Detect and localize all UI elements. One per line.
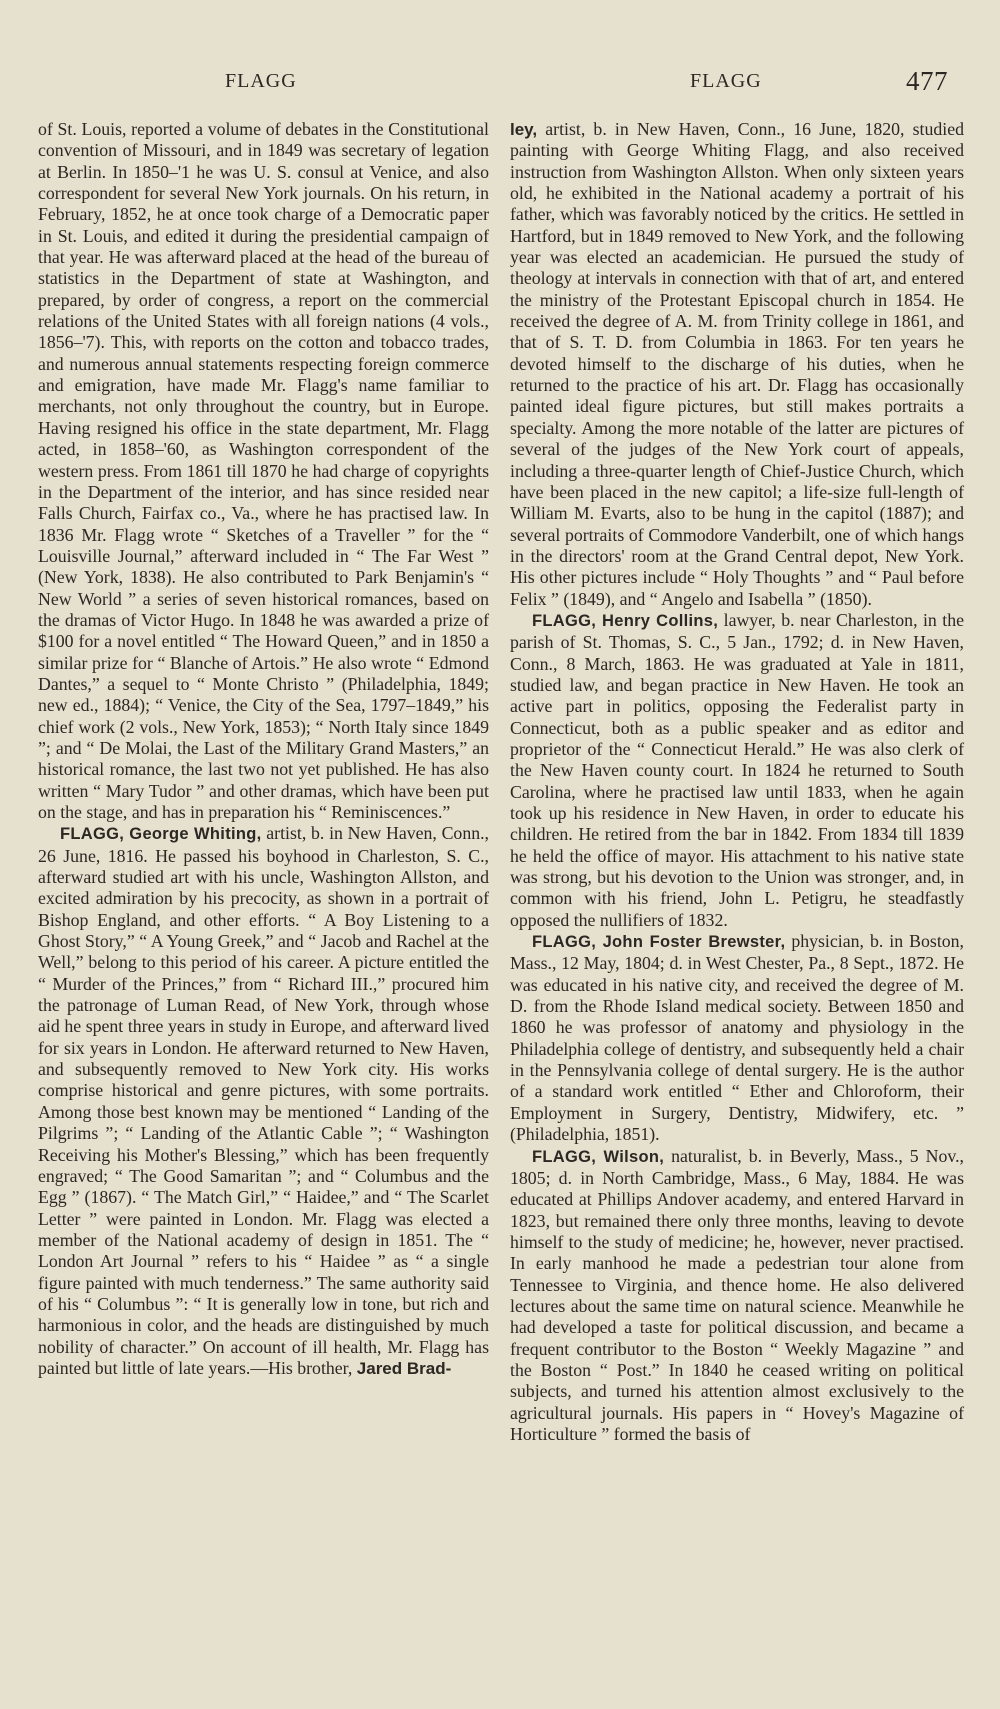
column-divider: [499, 118, 500, 1588]
entry-text: naturalist, b. in Beverly, Mass., 5 Nov., 1805; d. in North Cambridge, Mass., 6 May, 1884. He was educated at Phillips Andover academy, and entered Harvard in 1823, but remained there only three months, leaving to devote himself to the study of medicine; he, however, never practised. In early manhood he made a pedestrian tour alone from Tennessee to Virginia, and thence home. He also delivered lectures about the same time on natural science. Meanwhile he had developed a taste for political discussion, and became a frequent contributor to the Boston “ Weekly Magazine ” and the Boston “ Post.” In 1840 he ceased writing on political subjects, and turned his attention almost exclusively to the agricultural journals. His papers in “ Hovey's Magazine of Horticulture ” formed the basis of: [510, 1145, 964, 1444]
entry-flagg-wilson: [510, 1146, 964, 1446]
entry-text: lawyer, b. near Charleston, in the parish of St. Thomas, S. C., 5 Jan., 1792; d. in New Haven, Conn., 8 March, 1863. He was graduated at Yale in 1811, studied law, and began practice in New Haven. He took an active part in politics, opposing the Federalist party in Connecticut, both as a public speaker and as editor and proprietor of the “ Connecticut Herald.” He was also clerk of the New Haven county court. In 1824 he returned to South Carolina, where he practised law until 1833, when he again took up his residence in New Haven, in order to educate his children. He retired from the bar in 1842. From 1834 till 1839 he held the office of mayor. His attachment to his native state was strong, but his devotion to the Union was stronger, and, in common with his friend, John L. Petigru, he steadfastly opposed the nullifiers of 1832.: [510, 609, 964, 930]
entry-flagg-george-whiting: [38, 823, 489, 1379]
entry-heading: FLAGG, Wilson,: [532, 1147, 665, 1166]
entry-heading: FLAGG, George Whiting,: [60, 825, 262, 844]
paragraph-text: of St. Louis, reported a volume of debates in the Constitutional convention of Missouri, and in 1849 was secretary of legation at Berlin. In 1850–'1 he was U. S. consul at Venice, and also correspondent for several New York journals. On his return, in February, 1852, he at once took charge of a Democratic paper in St. Louis, and edited it during the presidential campaign of that year. He was afterward placed at the head of the bureau of statistics in the Department of state at Washington, and prepared, by order of congress, a report on the commercial relations of the United States with all foreign nations (4 vols., 1856–'7). This, with reports on the cotton and tobacco trades, and numerous annual statements respecting foreign commerce and emigration, have made Mr. Flagg's name familiar to merchants, not only throughout the country, but in Europe. Having resigned his office in the state department, Mr. Flagg acted, in 1858–'60, as Washington correspondent of the western press. From 1861 till 1870 he had charge of copyrights in the Department of the interior, and has since resided near Falls Church, Fairfax co., Va., where he has practised law. In 1836 Mr. Flagg wrote “ Sketches of a Traveller ” for the “ Louisville Journal,” afterward included in “ The Far West ” (New York, 1838). He also contributed to Park Benjamin's “ New World ” a series of seven historical romances, based on the dramas of Victor Hugo. In 1848 he was awarded a prize of $100 for a novel entitled “ The Howard Queen,” and in 1850 a similar prize for “ Blanche of Artois.” He also wrote “ Edmond Dantes,” a sequel to “ Monte Christo ” (Philadelphia, 1849; new ed., 1884); “ Venice, the City of the Sea, 1797–1849,” his chief work (2 vols., New York, 1853); “ North Italy since 1849 ”; and “ De Molai, the Last of the Military Grand Masters,” an historical romance, the last two not yet published. He has also written “ Mary Tudor ” and other dramas, which have been put on the stage, and has in preparation his “ Reminiscences.”: [38, 119, 489, 822]
entry-text: physician, b. in Boston, Mass., 12 May, 1804; d. in West Chester, Pa., 8 Sept., 1872. He was educated in his native city, and received the degree of M. D. from the Rhode Island medical society. Between 1850 and 1860 he was professor of anatomy and physiology in the Philadelphia college of dentistry, and subsequently held a chair in the Pennsylvania college of dental surgery. He is the author of a standard work entitled “ Ether and Chloroform, their Employment in Surgery, Dentistry, Midwifery, etc. ” (Philadelphia, 1851).: [510, 931, 964, 1145]
entry-flagg-john-foster-brewster: [510, 931, 964, 1145]
entry-subheading: ley,: [510, 120, 538, 139]
running-head-right: FLAGG: [690, 70, 762, 92]
page-number: 477: [906, 66, 948, 96]
entry-heading: FLAGG, Henry Collins,: [532, 611, 719, 630]
entry-subheading: Jared Brad-: [356, 1358, 452, 1378]
left-column: [38, 119, 489, 1379]
entry-flagg-henry-collins: [510, 610, 964, 931]
running-head-left: FLAGG: [225, 70, 297, 92]
entry-text: artist, b. in New Haven, Conn., 26 June, 1816. He passed his boyhood in Charleston, S. C., afterward studied art with his uncle, Washington Allston, and excited admiration by his precocity, as shown in a portrait of Bishop England, and other efforts. “ A Boy Listening to a Ghost Story,” “ A Young Greek,” and “ Jacob and Rachel at the Well,” belong to this period of his career. A picture entitled the “ Murder of the Princes,” from “ Richard III.,” procured him the patronage of Luman Read, of New York, through whose aid he spent three years in study in Europe, and afterward lived for six years in London. He afterward returned to New Haven, and subsequently removed to New York city. His works comprise historical and genre pictures, with some portraits. Among those best known may be mentioned “ Landing of the Pilgrims ”; “ Landing of the Atlantic Cable ”; “ Washington Receiving his Mother's Blessing,” which has been frequently engraved; “ The Good Samaritan ”; and “ Columbus and the Egg ” (1867). “ The Match Girl,” “ Haidee,” and “ The Scarlet Letter ” were painted in London. Mr. Flagg was elected a member of the National academy of design in 1851. The “ London Art Journal ” refers to his “ Haidee ” as “ a single figure painted with much tenderness.” The same authority said of his “ Columbus ”: “ It is generally low in tone, but rich and harmonious in color, and the heads are distinguished by much nobility of character.” On account of ill health, Mr. Flagg has painted but little of late years.—His brother,: [38, 823, 489, 1378]
right-column: [510, 119, 964, 1445]
entry-heading: FLAGG, John Foster Brewster,: [532, 933, 786, 952]
continued-paragraph: [38, 119, 489, 823]
entry-text: artist, b. in New Haven, Conn., 16 June, 1820, studied painting with George Whiting Flagg, and also received instruction from Washington Allston. When only sixteen years old, he exhibited in the National academy a portrait of his father, which was favorably noticed by the critics. He settled in Hartford, but in 1849 removed to New York, and the following year was elected an academician. He pursued the study of theology at intervals in connection with that of art, and entered the ministry of the Protestant Episcopal church in 1854. He received the degree of A. M. from Trinity college in 1861, and that of S. T. D. from Columbia in 1863. For ten years he devoted himself to the discharge of his duties, when he returned to the practice of his art. Dr. Flagg has occasionally painted ideal figure pictures, but still makes portraits a specialty. Among the more notable of the latter are pictures of several of the judges of the New York court of appeals, including a three-quarter length of Chief-Justice Church, which have been placed in the new capitol; a life-size full-length of William M. Evarts, also to be hung in the capitol (1887); and several portraits of Commodore Vanderbilt, one of which hangs in the directors' room at the Grand Central depot, New York. His other pictures include “ Holy Thoughts ” and “ Paul before Felix ” (1849), and “ Angelo and Isabella ” (1850).: [510, 119, 964, 609]
entry-flagg-jared-bradley-continued: [510, 119, 964, 610]
